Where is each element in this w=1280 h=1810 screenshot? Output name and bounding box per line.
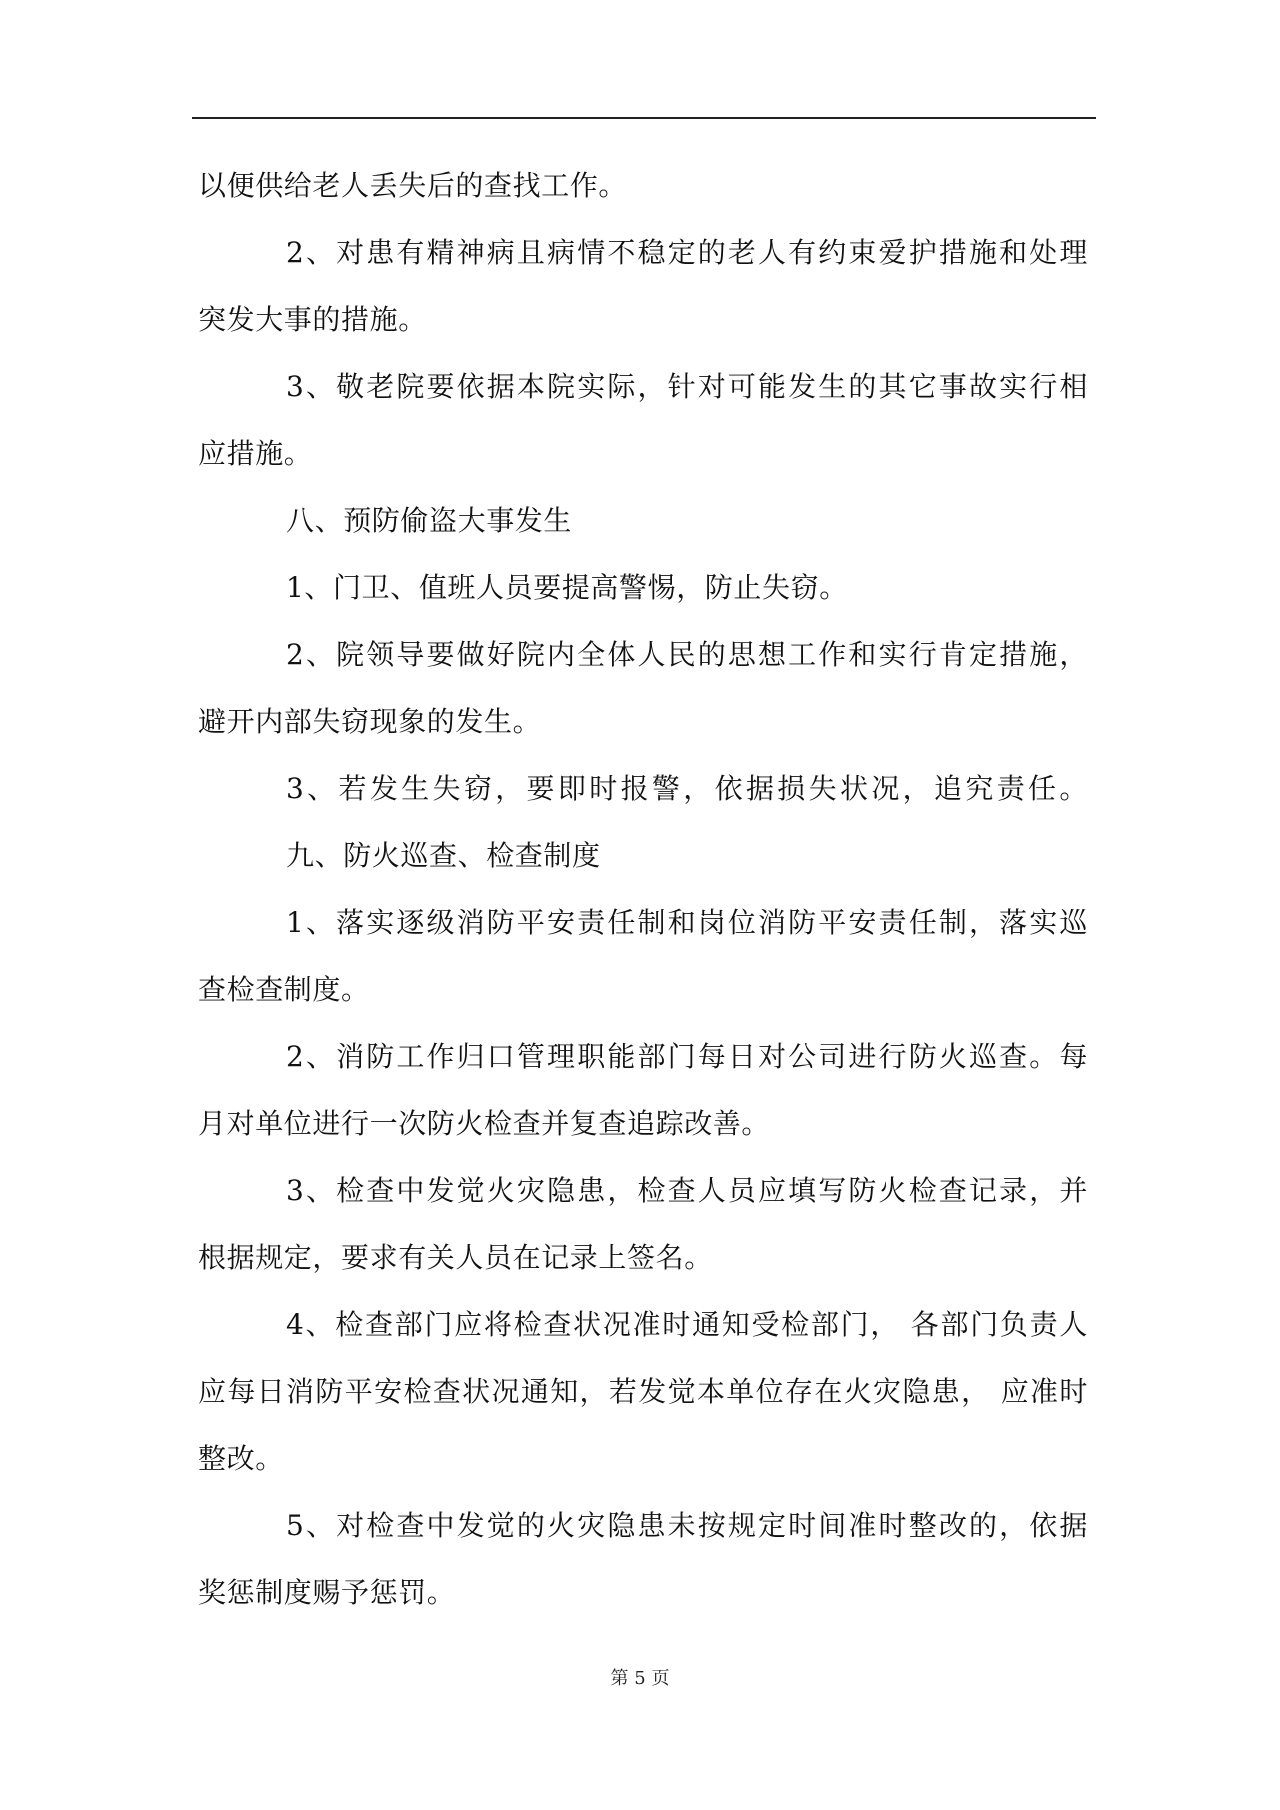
page-number: 第 5 页: [610, 1668, 670, 1689]
text-line: 避开内部失窃现象的发生。: [198, 705, 542, 738]
text-line: 根据规定，要求有关人员在记录上签名。: [198, 1241, 713, 1274]
text-line: 1、门卫、值班人员要提高警惕，防止失窃。: [286, 571, 848, 604]
text-line: 查检查制度。: [198, 973, 370, 1006]
text-line: 2、消防工作归口管理职能部门每日对公司进行防火巡查。每: [286, 1040, 1088, 1073]
text-line: 1、落实逐级消防平安责任制和岗位消防平安责任制，落实巡: [286, 906, 1088, 939]
text-line: 5、对检查中发觉的火灾隐患未按规定时间准时整改的，依据: [286, 1509, 1088, 1542]
text-line: 突发大事的措施。: [198, 303, 427, 336]
text-line: 整改。: [198, 1442, 284, 1475]
text-line: 应措施。: [198, 437, 313, 470]
text-line: 应每日消防平安检查状况通知，若发觉本单位存在火灾隐患， 应准时: [198, 1375, 1088, 1408]
text-line: 以便供给老人丢失后的查找工作。: [198, 169, 628, 202]
text-line: 3、检查中发觉火灾隐患，检查人员应填写防火检查记录，并: [286, 1174, 1088, 1207]
text-line: 奖惩制度赐予惩罚。: [198, 1576, 456, 1609]
text-line: 4、检查部门应将检查状况准时通知受检部门， 各部门负责人: [286, 1308, 1088, 1341]
text-line: 3、敬老院要依据本院实际，针对可能发生的其它事故实行相: [286, 370, 1088, 403]
text-line: 2、对患有精神病且病情不稳定的老人有约束爱护措施和处理: [286, 236, 1088, 269]
text-line: 月对单位进行一次防火检查并复查追踪改善。: [198, 1107, 771, 1140]
section-heading: 九、防火巡查、检查制度: [286, 839, 601, 872]
text-line: 3、若发生失窃，要即时报警，依据损失状况，追究责任。: [286, 772, 1088, 805]
text-line: 2、院领导要做好院内全体人民的思想工作和实行肯定措施，: [286, 638, 1088, 671]
section-heading: 八、预防偷盗大事发生: [286, 504, 573, 537]
